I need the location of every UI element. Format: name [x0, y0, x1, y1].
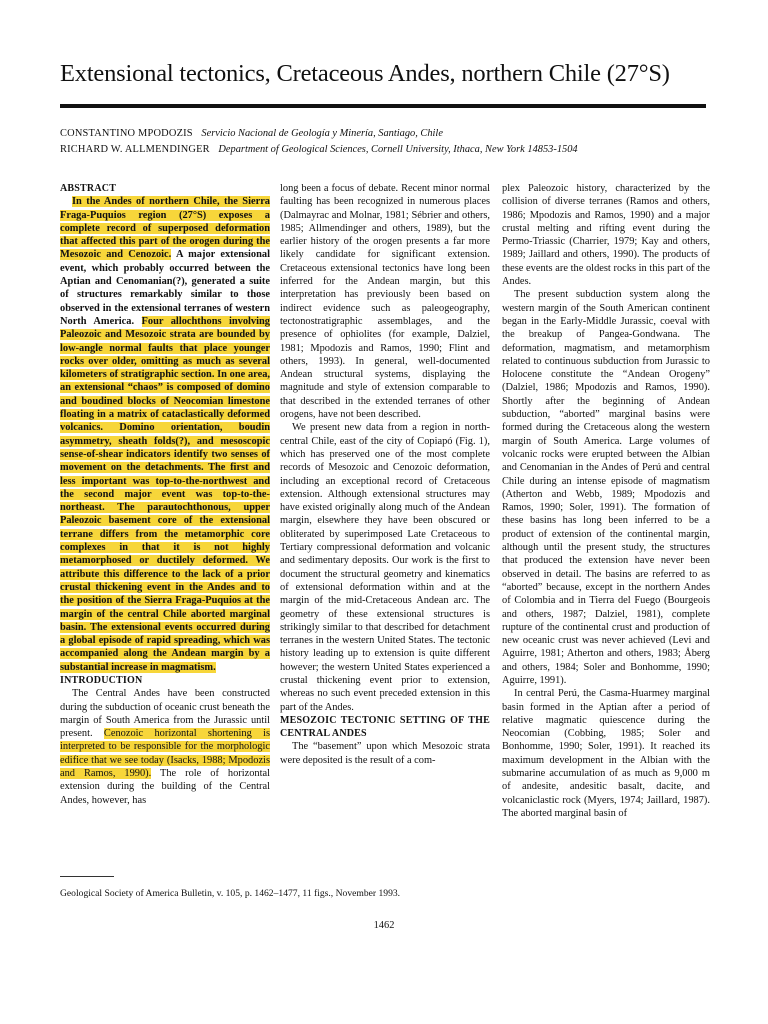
body-paragraph [60, 687, 270, 807]
author-name: RICHARD W. ALLMENDINGER [60, 144, 210, 155]
abstract-paragraph [60, 195, 270, 674]
body-paragraph: The “basement” upon which Mesozoic strata were deposited is the result of a com- [280, 741, 490, 766]
author-affiliation: Servicio Nacional de Geología y Minería, Santiago, Chile [201, 128, 443, 139]
body-paragraph: long been a focus of debate. Recent minor normal faulting has been recognized in numerous places (Dalmayrac and Molnar, 1981; Sébrier and others, 1985; Allmendinger and others, 1989), but the earlier history of the orogen presents a far more likely candidate for significant extension. Cretaceous extensional tectonics have long been inferred for the Andean margin, but this interpretation has previously been based on indirect evidence such as paleogeography, tectonostratigraphic assemblages, and the presence of ophiolites (for example, Dalziel, 1981; Mpodozis and Ramos, 1990; Flint and others, 1993). In general, well-documented Andean structural systems, displaying the magnitude and style of extension comparable to that described in the extended terranes of other orogens, have not been described. [280, 183, 490, 421]
text-column-left [60, 182, 270, 807]
body-paragraph: The present subduction system along the western margin of the South American continent began in the Early-Middle Jurassic, coeval with the breakup of Pangea-Gondwana. The deformation, magmatism, and metamorphism related to continuous subduction from Jurassic to Holocene constitute the “Andean Orogeny” (Dalziel, 1986; Mpodozis and Ramos, 1990). Shortly after the beginning of Andean subduction, “aborted” marginal basins were formed during the Cretaceous along the western margin of South America. Large volumes of volcanic rocks were erupted between the Albian and Cenomanian in the Andes of Perú and central Chile during an intense episode of magmatism (Atherton and Webb, 1989; Mpodozis and Ramos, 1990; Soler, 1991). The formation of these basins has long been inferred to be a product of extension of the continental margin, although until the present study, the structures that produced the extension have never been observed in detail. The basins are referred to as “aborted” because, except in the northern Andes of Colombia and in Tierra del Fuego (Bourgeois and others, 1987; Dalziel, 1981), complete rupture of the continental crust and production of new oceanic crust was never achieved (Levi and Aguirre, 1981; Atherton and others, 1983; Åberg and others, 1984; Soler and Bonhomme, 1990; Aguirre, 1991). [502, 289, 710, 686]
introduction-heading: INTRODUCTION [60, 674, 143, 686]
author-name: CONSTANTINO MPODOZIS [60, 128, 193, 139]
text-column-middle [280, 182, 490, 767]
author-line [60, 142, 720, 158]
citation-footnote: Geological Society of America Bulletin, v. 105, p. 1462–1477, 11 figs., November 1993. [60, 888, 401, 899]
abstract-heading: ABSTRACT [60, 183, 117, 194]
body-paragraph: We present new data from a region in north-central Chile, east of the city of Copiapó (Fig. 1), which has preserved one of the most complete records of Mesozoic and Cenozoic deformation, including an exceptional record of Cretaceous extension. Although extensional structures may have existed originally along much of the Andean margin, elsewhere they have been obscured or obliterated by superimposed Late Cretaceous to Tertiary compressional deformation and volcanic and sedimentary deposits. Our work is the first to document the structural geometry and kinematics of extensional deformation within and at the margin of the mid-Cretaceous Andean arc. The geometry of these extensional structures is strikingly similar to that described for detachment terranes in the western United States. The tectonic history leading up to extension is quite different however; the western United States experienced a crustal thickening event prior to extension, whereas no such event preceded extension in this part of the Andes. [280, 422, 490, 713]
footnote-rule [60, 876, 114, 877]
body-paragraph: In central Perú, the Casma-Huarmey marginal basin formed in the Aptian after a period of relative magmatic quiescence during the Neocomian (Cobbing, 1985; Soler and Bonhomme, 1990; Soler, 1991). It reached its maximum development in the Albian with the submarine accumulation of as much as 9,000 m of andesite, andesitic basalt, dacite, and volcaniclastic rock (Myers, 1974; Jaillard, 1987). The aborted marginal basin of [502, 688, 710, 819]
highlighted-text: Four allochthons involving Paleozoic and Mesozoic strata are bounded by low-angle normal faults that place younger rocks over older, omitting as much as several kilometers of stratigraphic section. In one area, an extensional “chaos” is composed of domino and boudined blocks of Neocomian limestone floating in a matrix of cataclastically deformed volcanics. Domino orientation, boudin asymmetry, sheath folds(?), and mesoscopic sense-of-shear indicators identify two senses of movement on the detachments. The first and less important was top-to-the-northwest and the second major event was top-to-the-northeast. The parautochthonous, upper Paleozoic basement core of the extensional terrane differs from the metamorphic core complexes in that it is not highly metamorphosed or ductilely deformed. We attribute this difference to the lack of a prior crustal thickening event in the Andes and to the position of the Sierra Fraga-Puquios at the margin of the central Chile aborted marginal basin. The extensional events occurred during a global episode of rapid spreading, which was accompanied along the Andean margin by a substantial increase in magmatism. [60, 315, 270, 673]
section-heading: MESOZOIC TECTONIC SETTING OF THE CENTRAL ANDES [280, 714, 490, 740]
body-paragraph: plex Paleozoic history, characterized by the collision of diverse terranes (Ramos and others, 1986; Mpodozis and Ramos, 1990) and a major crustal melting and rifting event during the Permo-Triassic (Charrier, 1979; Kay and others, 1989; Jaillard and others, 1990). The products of these events are the oldest rocks in this part of the Andes. [502, 183, 710, 288]
body-text: The role of horizontal extension during the building of the Central Andes, however, has [60, 768, 270, 806]
author-block [60, 126, 720, 158]
page-number: 1462 [373, 920, 395, 931]
author-affiliation: Department of Geological Sciences, Cornell University, Ithaca, New York 14853-1504 [218, 144, 578, 155]
title-rule [60, 104, 706, 108]
body-text: The Central Andes have been constructed during the subduction of oceanic crust beneath the margin of South America from the Jurassic until present. [60, 688, 270, 740]
paper-title: Extensional tectonics, Cretaceous Andes, northern Chile (27°S) [60, 60, 670, 87]
highlighted-text: In the Andes of northern Chile, the Sierra Fraga-Puquios region (27°S) exposes a complete record of superposed deformation that affected this part of the orogen during the Mesozoic and Cenozoic. [60, 196, 270, 261]
abstract-text: A major extensional event, which probably occurred between the Aptian and Cenomanian(?), generated a suite of structures remarkably similar to those observed in the extensional terranes of western North America. [60, 249, 270, 327]
author-line [60, 126, 720, 142]
highlighted-text: Cenozoic horizontal shortening is interpreted to be responsible for the morphologic edifice that we see today (Isacks, 1988; Mpodozis and Ramos, 1990). [60, 728, 270, 780]
text-column-right [502, 182, 710, 820]
